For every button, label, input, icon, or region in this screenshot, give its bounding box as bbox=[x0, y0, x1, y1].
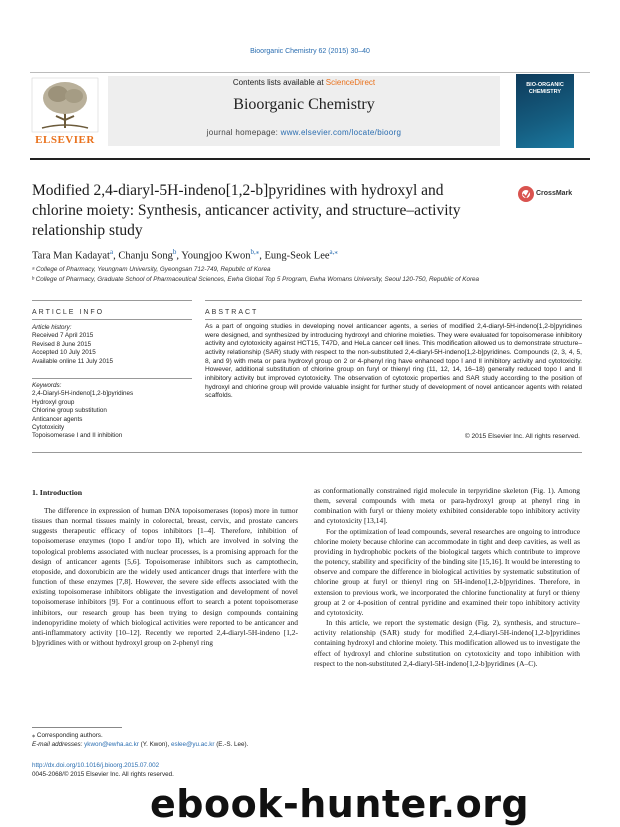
author-separator: , bbox=[176, 250, 182, 262]
email-owner: (E.-S. Lee). bbox=[214, 741, 249, 748]
section-heading-introduction: 1. Introduction bbox=[32, 488, 83, 497]
issn-copyright: 0045-2068/© 2015 Elsevier Inc. All rights reserved. bbox=[32, 771, 174, 778]
watermark-text: ebook-hunter.org bbox=[150, 782, 530, 826]
affiliation-b: ᵇ College of Pharmacy, Graduate School of Pharmaceutical Sciences, Ewha Global Top 5 Program, Ewha Womans University, Seoul 120-750, Republic of Korea bbox=[32, 276, 480, 283]
article-history bbox=[32, 324, 192, 366]
author-name[interactable]: Tara Man Kadayat bbox=[32, 250, 110, 262]
article-info-subrule bbox=[32, 319, 192, 320]
keyword-item: Chlorine group substitution bbox=[32, 407, 107, 415]
history-item: Received 7 April 2015 bbox=[32, 332, 94, 340]
paragraph: The difference in expression of human DNA topoisomerases (topos) more in tumor tissues than normal tissues mainly in colorectal, breast, cervix, and prostate cancers suggests therapeutic efficacy of topos inhibitors [1–4]. Therefore, inhibition of topoisomerase enzymes (topo I and/or topo II), which are involved in solving the topological problems associated with nuclear processes, is a promising approach for the design of anticancer agents [5,6]. Topoisomerase inhibitors such as camptothecin, etoposide, and doxorubicin are the widely used anticancer drugs that interfere with the function of these enzymes [7,8]. However, the severe side effects associated with the existing topoisomerase inhibitors obligate the investigation and development of novel topoisomerase inhibitors [9]. For a continuous effort to search a potent topoisomerase inhibitors, our research group has been trying to design compounds containing indenopyridine moiety of which biological activities were reported to be anticancer and anti-inflammatory activity [10–12]. Recently we reported 2,4-diaryl-5H-indeno [1,2-b]pyridines with or without hydroxyl group on 2-phenyl ring bbox=[32, 506, 298, 648]
corresponding-note: ⁎ Corresponding authors. bbox=[32, 732, 103, 739]
keyword-item: Cytotoxicity bbox=[32, 424, 65, 432]
footnote bbox=[32, 731, 312, 749]
abstract-bottom-rule bbox=[32, 452, 582, 453]
homepage-link[interactable]: www.elsevier.com/locate/bioorg bbox=[280, 128, 402, 137]
abstract-rule bbox=[205, 300, 582, 301]
author-affiliation-marker[interactable]: a,⁎ bbox=[329, 248, 338, 256]
keyword-item: Anticancer agents bbox=[32, 415, 83, 423]
keyword-item: 2,4-Diaryl-5H-indeno[1,2-b]pyridines bbox=[32, 390, 134, 398]
article-title bbox=[32, 181, 502, 241]
article-info-heading: ARTICLE INFO bbox=[32, 309, 105, 316]
history-item: Accepted 10 July 2015 bbox=[32, 349, 96, 357]
keywords-block bbox=[32, 382, 192, 441]
author-affiliation-marker[interactable]: b bbox=[172, 248, 177, 256]
author-list bbox=[32, 248, 572, 262]
author-separator: , bbox=[113, 250, 119, 262]
paragraph: as conformationally constrained rigid molecule in terpyridine skeleton (Fig. 1). Among them, several compounds with meta or para-hydroxyl group at phenyl ring in combination with furyl or thieny moiety exhibited considerable topo inhibitory activity and cytotoxicity [13,14]. bbox=[314, 486, 580, 526]
title-line-2: chlorine moiety: Synthesis, anticancer activity, and structure–activity bbox=[32, 202, 461, 219]
author-name[interactable]: Youngjoo Kwon bbox=[181, 250, 251, 262]
header-rule bbox=[30, 158, 590, 160]
history-item: Revised 8 June 2015 bbox=[32, 340, 92, 348]
author-separator: , bbox=[259, 250, 265, 262]
affiliation-a: ᵃ College of Pharmacy, Yeungnam University, Gyeongsan 712-749, Republic of Korea bbox=[32, 266, 271, 273]
doi-link[interactable]: http://dx.doi.org/10.1016/j.bioorg.2015.07.002 bbox=[32, 762, 160, 769]
paragraph: In this article, we report the systematic design (Fig. 2), synthesis, and structure–activity relationship (SAR) study for modified 2,4-diaryl-5H-indeno[1,2-b]pyridines containing hydroxyl and chlorine moiety. This modification allowed us to investigate the effect of hydroxyl and chlorine substitution on cytotoxicity and topo inhibition with respect to the non-substituted 2,4-diaryl-5H-indeno[1,2-b]pyridines (A–C). bbox=[314, 618, 580, 668]
contents-line bbox=[108, 78, 500, 87]
abstract-text: As a part of ongoing studies in developing novel anticancer agents, a series of modified 2,4-diaryl-5H-indeno[1,2-b]pyridines were designed, and synthesized by introducing hydroxyl and chlorine moieties. They were evaluated for topoisomerase inhibitory activity and cytotoxicity against HCT15, T47D, and HeLa cancer cell lines. This modification allowed us to demonstrate structure–activity relationship (SAR) study with respect to the non-substituted 2,4-diaryl-5H-indeno[1,2-b]pyridines. Compounds (2, 3, 4, 5, 8, and 9) with meta or para hydroxyl group on 2 or 4-phenyl ring have enhanced topo I and II inhibitory activity and cytotoxicity. However, additional substitution of chlorine group on furyl or thienyl ring (11, 12, 14, 16–18) generally reduced topo I and II inhibitory activity but improved cytotoxicity. The observation of cytotoxic properties and SAR study according to the position of hydroxyl and chlorine group will provide valuable insight for further study of development of novel anticancer agents with related scaffolds. bbox=[205, 323, 582, 400]
history-item: Available online 11 July 2015 bbox=[32, 357, 113, 365]
history-label: Article history: bbox=[32, 324, 72, 331]
abstract-heading: ABSTRACT bbox=[205, 309, 259, 316]
sciencedirect-link[interactable]: ScienceDirect bbox=[325, 78, 376, 87]
title-line-3: relationship study bbox=[32, 222, 143, 239]
email-link-kwon[interactable]: ykwon@ewha.ac.kr bbox=[84, 741, 139, 748]
email-line bbox=[32, 740, 312, 749]
email-prefix: E-mail addresses: bbox=[32, 741, 85, 748]
body-right-column bbox=[314, 486, 580, 669]
author-affiliation-marker[interactable]: a bbox=[109, 248, 114, 256]
crossmark-label[interactable]: CrossMark bbox=[536, 190, 573, 197]
journal-homepage bbox=[108, 128, 500, 137]
abstract-copyright: © 2015 Elsevier Inc. All rights reserved. bbox=[464, 433, 580, 440]
homepage-prefix: journal homepage: bbox=[206, 128, 281, 137]
author-name[interactable]: Chanju Song bbox=[118, 250, 173, 262]
keyword-item: Hydroxyl group bbox=[32, 398, 75, 406]
journal-cover-text: BIO-ORGANIC CHEMISTRY bbox=[526, 82, 564, 95]
email-link-lee[interactable]: eslee@yu.ac.kr bbox=[170, 741, 215, 748]
abstract-subrule bbox=[205, 319, 582, 320]
history-rule bbox=[32, 378, 192, 379]
author-name[interactable]: Eung-Seok Lee bbox=[264, 250, 330, 262]
body-left-column bbox=[32, 506, 298, 648]
keywords-label: Keywords: bbox=[32, 382, 62, 389]
publisher-wordmark: ELSEVIER bbox=[35, 134, 95, 146]
journal-reference[interactable]: Bioorganic Chemistry 62 (2015) 30–40 bbox=[250, 48, 370, 55]
author-affiliation-marker[interactable]: b,⁎ bbox=[250, 248, 260, 256]
keyword-item: Topoisomerase I and II inhibition bbox=[32, 432, 123, 440]
footnote-rule bbox=[32, 727, 122, 728]
article-info-rule bbox=[32, 300, 192, 301]
title-line-1: Modified 2,4-diaryl-5H-indeno[1,2-b]pyridines with hydroxyl and bbox=[32, 182, 444, 199]
paragraph: For the optimization of lead compounds, several researches are ongoing to introduce chlorine moiety because chlorine can accommodate in tight and deep cavities, as well as providing in hydrophobic pockets of the biological targets which contribute to improve the potency, stability and specificity of the binding site [15,16]. It would be interesting to observe and compare the difference in biological activities by systematic substitution of chlorine group at furyl or thienyl ring on 5H-indeno[1,2-b]pyridines. Therefore, in extension to previous work, we incorporated the chlorine functionality at furyl or thieny group at 2 or 4-position of central pyridine and examined their topo inhibitory activity and cytotoxicity. bbox=[314, 526, 580, 617]
contents-prefix: Contents lists available at bbox=[232, 78, 326, 87]
journal-title: Bioorganic Chemistry bbox=[233, 96, 375, 113]
email-owner: (Y. Kwon), bbox=[138, 741, 171, 748]
